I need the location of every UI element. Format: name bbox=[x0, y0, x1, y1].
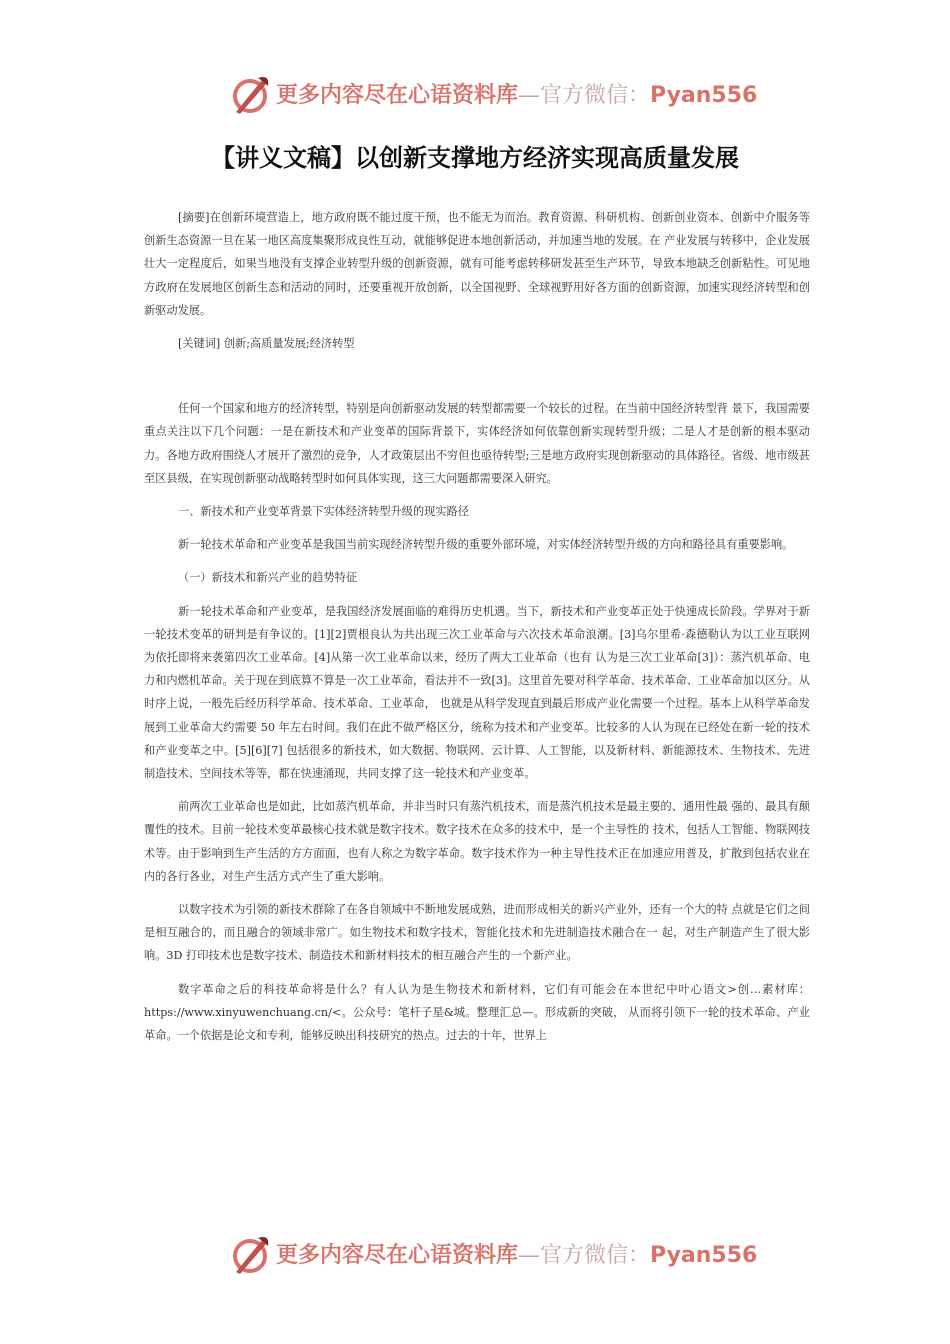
abstract-paragraph: [摘要]在创新环境营造上，地方政府既不能过度干预，也不能无为而治。教育资源、科研机构、创新创业资本、创新中介服务等创新生态资源一旦在某一地区高度集聚形成良性互动，就能够促进本地创新活动，并加速当地的发展。在 产业发展与转移中，企业发展壮大一定程度后，如果当地没有支撑企业转型升级的创新资源，就有可能考虑转移研发甚至生产环节，导致本地缺乏创新粘性。可见地方政府在发展地区创新生态和活动的同时，还要重视开放创新，以全国视野、全球视野用好各方面的创新资源，加速实现经济转型和创新驱动发展。 bbox=[144, 211, 810, 317]
keywords-line: [关键词] 创新;高质量发展;经济转型 bbox=[178, 337, 355, 351]
section-heading: 一、新技术和产业变革背景下实体经济转型升级的现实路径 bbox=[178, 505, 469, 519]
banner-wechat-id: Pyan556 bbox=[650, 83, 758, 108]
banner-separator: —官方微信： bbox=[518, 83, 651, 108]
body-paragraph: 任何一个国家和地方的经济转型，特别是向创新驱动发展的转型都需要一个较长的过程。在当前中国经济转型背 景下，我国需要重点关注以下几个问题：一是在新技术和产业变革的国际背景下，实体经济如何依靠创新实现转型升级；二是人才是创新的根本驱动力。各地方政府围绕人才展开了激烈的竞争，人才政策层出不穷但也亟待转型;三是地方政府实现创新驱动的具体路径。省级、地市级甚至区县级，在实现创新驱动战略转型时如何具体实现，这三大问题都需要深入研究。 bbox=[144, 402, 810, 485]
banner-text bbox=[276, 1238, 757, 1269]
banner-separator: —官方微信： bbox=[518, 1243, 651, 1268]
quill-logo-icon bbox=[228, 72, 274, 118]
banner-text bbox=[276, 78, 757, 109]
body-paragraph: 新一轮技术革命和产业变革，是我国经济发展面临的难得历史机遇。当下，新技术和产业变革正处于快速成长阶段。学界对于新一轮技术变革的研判是有争议的。[1][2]贾根良认为共出现三次工业革命与六次技术革命浪潮。[3]乌尔里希·森德勒认为以工业互联网为依托即将来袭第四次工业革命。[4]从第一次工业革命以来，经历了两大工业革命（也有 认为是三次工业革命[3]）：蒸汽机革命、电力和内燃机革命。关于现在到底算不算是一次工业革命，看法并不一致[3]。这里首先要对科学革命、技术革命、工业革命加以区分。从时序上说，一般先后经历科学革命、技术革命、工业革命， 也就是从科学发现直到最后形成产业化需要一个过程。基本上从科学革命发展到工业革命大约需要 50 年左右时间。我们在此不做严格区分，统称为技术和产业变革。比较多的人认为现在已经处在新一轮的技术和产业变革之中。[5][6][7] 包括很多的新技术，如大数据、物联网、云计算、人工智能，以及新材料、新能源技术、生物技术、先进制造技术、空间技术等等，都在快速涌现，共同支撑了这一轮技术和产业变革。 bbox=[144, 604, 810, 781]
document-title: 【讲义文稿】以创新支撑地方经济实现高质量发展 bbox=[211, 144, 739, 172]
subsection-heading: （一）新技术和新兴产业的趋势特征 bbox=[178, 571, 358, 585]
document-body bbox=[144, 206, 810, 1057]
body-paragraph: 新一轮技术革命和产业变革是我国当前实现经济转型升级的重要外部环境，对实体经济转型升级的方向和路径具有重要影响。 bbox=[178, 538, 794, 552]
body-paragraph: 以数字技术为引领的新技术群除了在各自领域中不断地发展成熟，进而形成相关的新兴产业外，还有一个大的特 点就是它们之间是相互融合的，而且融合的领域非常广。如生物技术和数字技术，智能化技术和先进制造技术融合在一 起，对生产制造产生了很大影响。3D 打印技术也是数字技术、制造技术和新材料技术的相互融合产生的一个新产业。 bbox=[144, 903, 810, 963]
banner-wechat-id: Pyan556 bbox=[650, 1243, 758, 1268]
banner-brand: 更多内容尽在心语资料库 bbox=[276, 1242, 519, 1268]
body-paragraph: 前两次工业革命也是如此，比如蒸汽机革命，并非当时只有蒸汽机技术，而是蒸汽机技术是最主要的、通用性最 强的、最具有颠覆性的技术。目前一轮技术变革最核心技术就是数字技术。数字技术在众多的技术中，是一个主导性的 技术，包括人工智能、物联网技术等。由于影响到生产生活的方方面面，也有人称之为数字革命。数字技术作为一种主导性技术正在加速应用普及，扩散到包括农业在内的各行各业，对生产生活方式产生了重大影响。 bbox=[144, 800, 810, 883]
footer-banner bbox=[0, 1224, 950, 1284]
banner-brand: 更多内容尽在心语资料库 bbox=[276, 82, 519, 108]
quill-logo-icon bbox=[228, 1232, 274, 1278]
body-paragraph: 数字革命之后的科技革命将是什么？有人认为是生物技术和新材料，它们有可能会在本世纪中叶心语文>创…素材库：https://www.xinyuwenchuang.cn/<。公众号：笔杆子星&城。整理汇总—。形成新的突破， 从而将引领下一轮的技术革命、产业革命。一个依据是论文和专利，能够反映出科技研究的热点。过去的十年，世界上 bbox=[144, 982, 810, 1043]
header-banner bbox=[0, 64, 950, 124]
